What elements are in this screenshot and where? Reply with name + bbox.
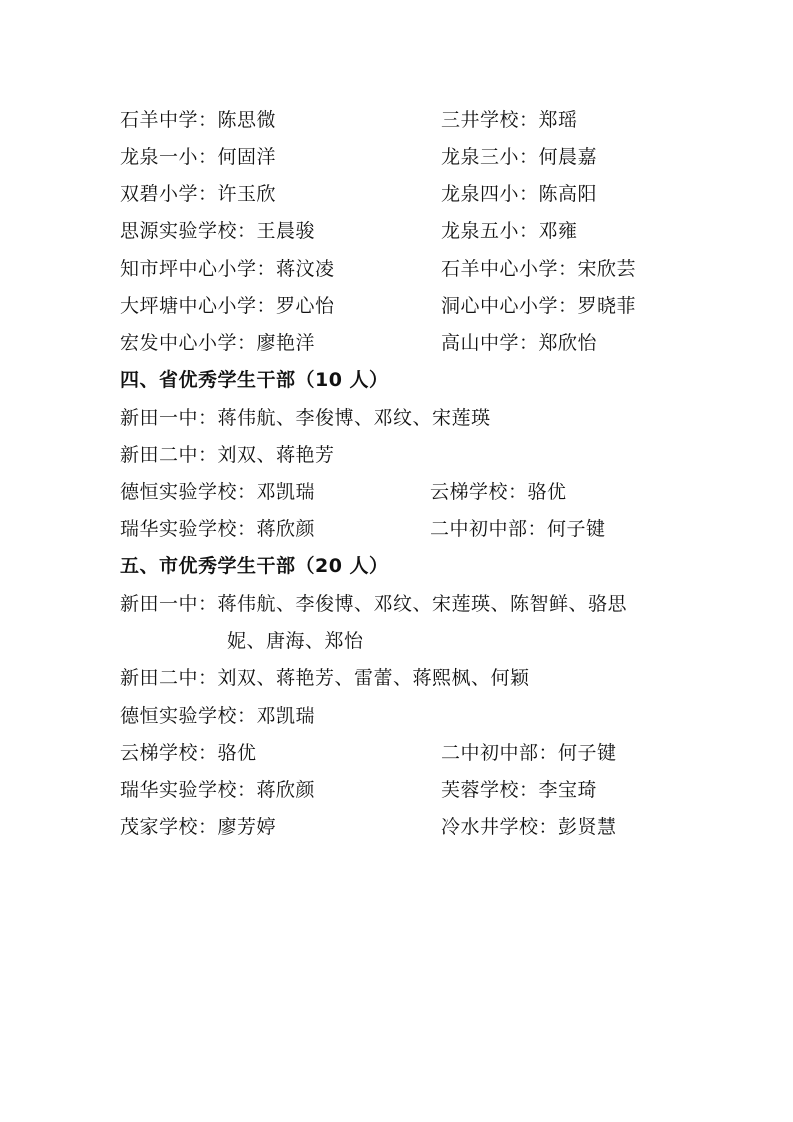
section-heading: 四、省优秀学生干部（10 人）: [120, 369, 389, 391]
list-item: 洞心中心小学：罗晓菲: [441, 295, 637, 317]
list-item: 德恒实验学校：邓凯瑞: [120, 705, 316, 727]
list-item: 新田一中：蒋伟航、李俊博、邓纹、宋莲瑛: [120, 407, 491, 429]
list-item: 新田一中：蒋伟航、李俊博、邓纹、宋莲瑛、陈智鲜、骆思: [120, 593, 628, 615]
list-item: 新田二中：刘双、蒋艳芳、雷蕾、蒋熙枫、何颖: [120, 667, 530, 689]
list-item: 大坪塘中心小学：罗心怡: [120, 295, 335, 317]
list-item: 德恒实验学校：邓凯瑞: [120, 481, 316, 503]
list-item: 茂家学校：廖芳婷: [120, 816, 277, 838]
list-item: 二中初中部：何子键: [430, 518, 606, 540]
list-item: 宏发中心小学：廖艳洋: [120, 332, 316, 354]
list-item: 知市坪中心小学：蒋汶凌: [120, 258, 335, 280]
list-item: 龙泉三小：何晨嘉: [441, 146, 598, 168]
list-item: 云梯学校：骆优: [430, 481, 567, 503]
list-item: 瑞华实验学校：蒋欣颜: [120, 518, 316, 540]
list-item: 石羊中心小学：宋欣芸: [441, 258, 637, 280]
list-item: 石羊中学：陈思微: [120, 109, 277, 131]
list-item: 龙泉四小：陈高阳: [441, 183, 598, 205]
list-item: 龙泉一小：何固洋: [120, 146, 277, 168]
list-item: 高山中学：郑欣怡: [441, 332, 598, 354]
section-heading: 五、市优秀学生干部（20 人）: [120, 555, 389, 577]
list-item: 芙蓉学校：李宝琦: [441, 779, 598, 801]
list-item: 三井学校：郑瑶: [441, 109, 578, 131]
list-item: 思源实验学校：王晨骏: [120, 220, 316, 242]
list-item: 二中初中部：何子键: [441, 742, 617, 764]
list-item-continuation: 妮、唐海、郑怡: [227, 630, 364, 652]
list-item: 新田二中：刘双、蒋艳芳: [120, 444, 335, 466]
list-item: 双碧小学：许玉欣: [120, 183, 277, 205]
list-item: 云梯学校：骆优: [120, 742, 257, 764]
list-item: 冷水井学校：彭贤慧: [441, 816, 617, 838]
list-item: 瑞华实验学校：蒋欣颜: [120, 779, 316, 801]
list-item: 龙泉五小：邓雍: [441, 220, 578, 242]
